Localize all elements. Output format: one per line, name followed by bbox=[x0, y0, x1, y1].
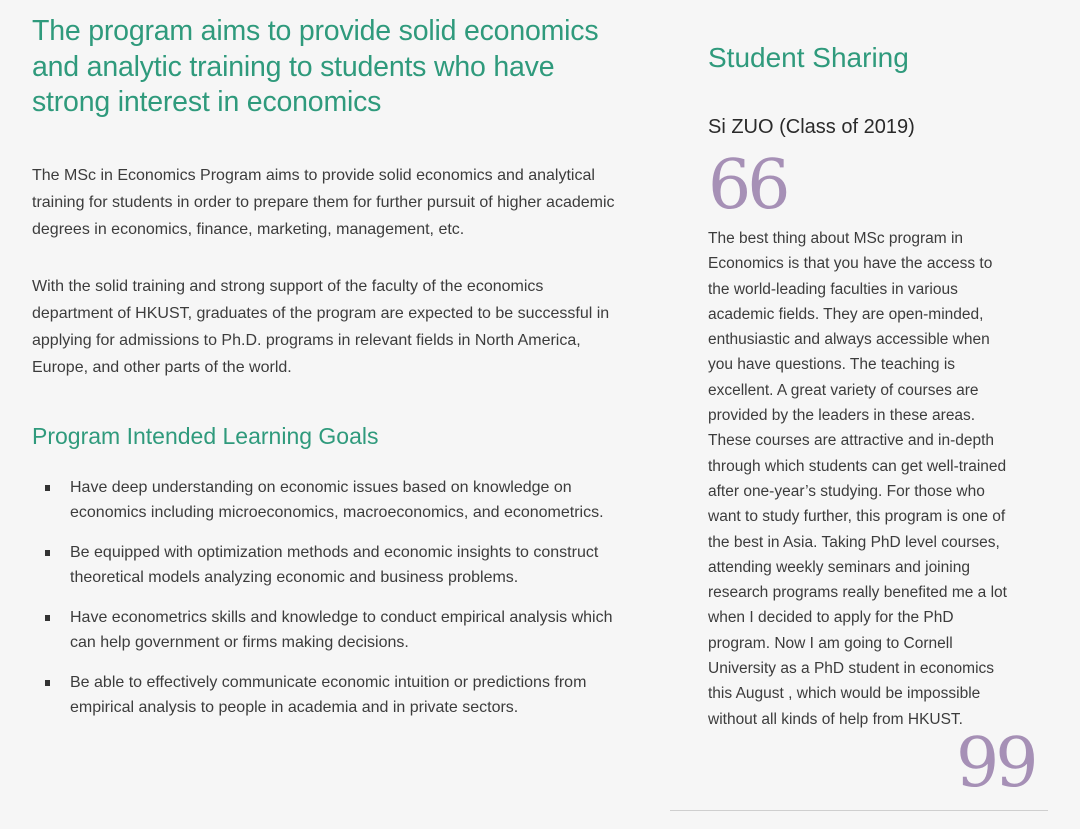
learning-goals-list bbox=[32, 475, 617, 720]
intro-paragraph-1: The MSc in Economics Program aims to provide solid economics and analytical training for students in order to prepare them for further pursuit of higher academic degrees in economics, finance, marketing, management, etc. bbox=[32, 166, 615, 238]
learning-goal-item bbox=[32, 475, 617, 525]
bullet-icon bbox=[45, 680, 50, 686]
learning-goal-text: Have econometrics skills and knowledge to conduct empirical analysis which can help government or firms making decisions. bbox=[70, 608, 613, 651]
open-quote-icon: 66 bbox=[708, 146, 787, 225]
learning-goal-item bbox=[32, 670, 617, 720]
close-quote-icon: 99 bbox=[956, 724, 1035, 803]
testimonial-text: The best thing about MSc program in Economics is that you have the access to the world-leading faculties in various academic fields. They are open-minded, enthusiastic and always accessible when you have questions. The teaching is excellent. A great variety of courses are provided by the leaders in these areas. These courses are attractive and in-depth through which students can get well-trained after one-year’s studying. For those who want to study further, this program is one of the best in Asia. Taking PhD level courses, attending weekly seminars and joining research programs really benefited me a lot when I decided to apply for the PhD program. Now I am going to Cornell University as a PhD student in economics this August , which would be impossible without all kinds of help from HKUST. bbox=[708, 230, 1007, 728]
intro-heading: The program aims to provide solid economics and analytic training to students who have strong interest in economics bbox=[32, 15, 599, 118]
learning-goal-item bbox=[32, 605, 617, 655]
learning-goals-heading: Program Intended Learning Goals bbox=[32, 422, 379, 449]
learning-goal-text: Have deep understanding on economic issues based on knowledge on economics including microeconomics, macroeconomics, and econometrics. bbox=[70, 478, 604, 521]
intro-paragraph-2: With the solid training and strong support of the faculty of the economics department of HKUST, graduates of the program are expected to be successful in applying for admissions to Ph.D. programs in relevant fields in North America, Europe, and other parts of the world. bbox=[32, 277, 610, 376]
bullet-icon bbox=[45, 485, 50, 491]
student-name: Si ZUO (Class of 2019) bbox=[708, 116, 915, 138]
section-divider bbox=[670, 810, 1048, 811]
learning-goal-text: Be equipped with optimization methods and economic insights to construct theoretical models analyzing economic and business problems. bbox=[70, 543, 599, 586]
student-sharing-heading: Student Sharing bbox=[708, 42, 909, 73]
learning-goal-item bbox=[32, 540, 617, 590]
learning-goal-text: Be able to effectively communicate economic intuition or predictions from empirical analysis to people in academia and in private sectors. bbox=[70, 673, 587, 716]
program-overview-section bbox=[32, 14, 617, 735]
bullet-icon bbox=[45, 550, 50, 556]
bullet-icon bbox=[45, 615, 50, 621]
student-sharing-section bbox=[708, 40, 1018, 732]
